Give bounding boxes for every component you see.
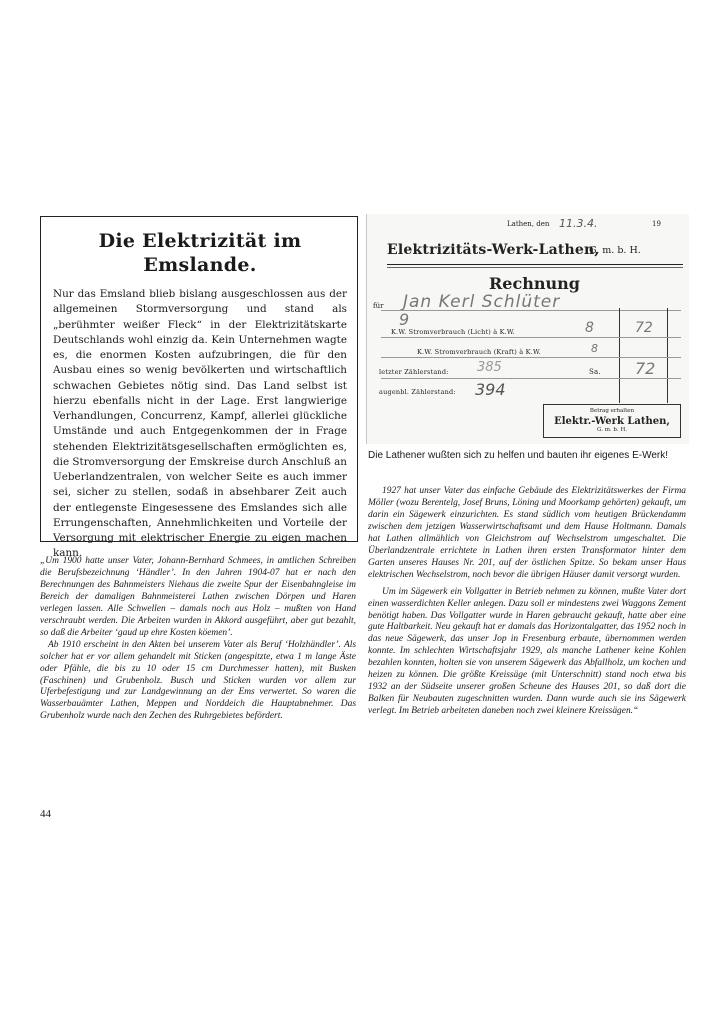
invoice-row3-total: 72	[635, 359, 656, 378]
invoice-column-rule	[667, 308, 668, 403]
invoice-row2-rate: 8	[591, 342, 598, 355]
invoice-row3-value: 385	[477, 360, 502, 375]
stamp-paid-label: Betrag erhalten	[589, 408, 635, 414]
invoice-row2-label: K.W. Stromverbrauch (Kraft) à K.W.	[417, 348, 541, 356]
invoice-company-suffix: G. m. b. H.	[589, 245, 641, 256]
right-column	[368, 486, 686, 718]
paragraph: Um im Sägewerk ein Vollgatter in Betrieb nehmen zu können, mußte Vater dort einen wasserdichten Keller anlegen. Dazu soll er mindestens zwei Waggons Zement benötigt haben. Das Vollgatter wurde in Haren gebraucht gekauft, hatte aber eine gute Haltbarkeit. Neu gekauft hat er damals das Horizontalgatter, das 1952 noch in das neue Sägewerk, das unser Jop in Fresenburg erbaute, übernommen werden konnte. Im schlechten Wirtschaftsjahr 1929, als manche Lathener keine Kohlen bezahlen konnten, holten sie von unserem Sägewerk das Abfallholz, um kochen und heizen zu können. Die größte Kreissäge (mit Unterschnitt) stand noch etwa bis 1932 an der Südseite unserer großen Scheune des Hauses 201, so daß dort die Balken für Neubauten zugeschnitten wurden. Dann wurde auch sie ins Sägewerk verlegt. Im Betrieb arbeiteten daneben noch zwei kleinere Kreissägen.“	[368, 586, 686, 717]
invoice-scan	[366, 214, 689, 444]
invoice-handwritten-nine: 9	[399, 310, 410, 329]
stamp-company: Elektr.-Werk Lathen,	[554, 416, 670, 427]
clipping-body: Nur das Emsland blieb bislang ausgeschlossen aus der allgemeinen Stormversorgung und stand als „berühmter weißer Fleck“ in der Elektrizitätskarte Deutschlands wohl einzig da. Kein Unternehmen wagte es, die enormen Kosten aufzubringen, die für den Ausbau eines so wenig bevölkerten und wirtschaftlich schwachen Gebietes nötig sind. Das Land selbst ist hierzu ebenfalls nicht in der Lage. Erst langwierige Verhandlungen, Concurrenz, Kampf, allerlei glückliche Umstände und auch Entgegenkommen der in Frage stehenden Elektrizitätsgesellschaften ermöglichten es, die Stromversorgung der Emskreise durch Anschluß an Ueberlandzentralen, von welcher Seite es auch immer sei, sicher zu stellen, sodaß in absehbarer Zeit auch der entlegenste Eingesessene des Emslandes sich alle Errungenschaften, Annehmlichkeiten und Vorteile der Versorgung mit elektrischer Energie zu eigen machen kann.	[53, 288, 347, 560]
invoice-row1-amount: 72	[635, 320, 653, 336]
clipping-title: Die Elektrizität im Emslande.	[98, 230, 302, 276]
left-column	[40, 556, 356, 723]
invoice-column-rule	[619, 308, 620, 403]
invoice-line	[381, 357, 681, 358]
invoice-line	[381, 310, 681, 311]
invoice-row3-sa: Sa.	[589, 368, 601, 376]
page-number: 44	[40, 808, 51, 820]
paragraph: 1927 hat unser Vater das einfache Gebäude des Elektrizitätswerkes der Firma Möller (wozu Berentelg, Josef Bruns, Löning und Moorkamp gehörten) gekauft, um darin ein Sägewerk einzurichten. Es stand südlich vom heutigen Brückendamm zwischen dem jetzigen Wasserwirtschaftsamt und dem Hause Holtmann. Damals hat Lathen allmählich von Gleichstrom auf Wechselstrom umgeschaltet. Die Überlandzentrale errichtete in Lathen ihren ersten Transformator hinter dem Garten unseres Hauses Nr. 201, auf der östlichen Spitze. So bekam unser Haus elektrischen Wechselstrom, noch bevor die übrigen Häuser damit versorgt wurden.	[368, 486, 686, 580]
invoice-year-prefix: 19	[652, 220, 661, 228]
invoice-row1-label: K.W. Stromverbrauch (Licht) à K.W.	[391, 328, 515, 336]
invoice-for-label: für	[373, 302, 384, 310]
newspaper-clipping	[40, 216, 358, 560]
paragraph: „Um 1900 hatte unser Vater, Johann-Bernhard Schmees, in amtlichen Schreiben die Berufsbezeichnung ‘Händler’. In den Jahren 1904-07 hat er nach den Berechnungen des Bahnmeisters Niehaus die zweite Spur der Eisenbahngleise im Bereich der damaligen Bahnmeisterei Lathen zwischen Dörpen und Haren verlegen lassen. Alle Schwellen – damals noch aus Holz – mußten von Hand verschraubt werden. Die Arbeiten wurden in Akkord ausgeführt, aber gut bezahlt, so daß die Arbeiter ‘gaud up ehre Kosten köemen’.	[40, 556, 356, 638]
invoice-date-handwritten: 11.3.4.	[559, 217, 598, 230]
invoice-date-prefix: Lathen, den	[507, 220, 550, 228]
invoice-row1-rate: 8	[585, 320, 594, 336]
invoice-row3-label: letzter Zählerstand:	[379, 368, 449, 376]
invoice-stamp	[543, 404, 681, 438]
invoice-line	[381, 378, 681, 379]
invoice-title: Rechnung	[489, 274, 580, 293]
invoice-line	[381, 337, 681, 338]
stamp-company-suffix: G. m. b. H.	[597, 427, 627, 433]
invoice-customer-handwritten: Jan Kerl Schlüter	[403, 292, 561, 312]
invoice-caption: Die Lathener wußten sich zu helfen und bauten ihr eigenes E-Werk!	[368, 450, 668, 461]
paragraph: Ab 1910 erscheint in den Akten bei unserem Vater als Beruf ‘Holzhändler’. Als solcher hat er vor allem gehandelt mit Sticken (angespitzte, etwa 1 m lange Äste oder Pfähle, die bis zu 10 oder 15 cm Durchmesser hatten), mit Busken (Faschinen) und Grubenholz. Busch und Sticken wurden vor allem zur Uferbefestigung und zur Landgewinnung an der Ems verwertet. So waren die Wasserbauämter Lathen, Meppen und Norddeich die Hauptabnehmer. Das Grubenholz wurde nach den Zechen des Ruhrgebietes befördert.	[40, 639, 356, 722]
invoice-row4-label: augenbl. Zählerstand:	[379, 388, 456, 396]
invoice-row4-value: 394	[475, 380, 506, 399]
invoice-rule	[387, 267, 683, 268]
invoice-company: Elektrizitäts-Werk-Lathen,	[387, 242, 600, 258]
invoice-rule	[387, 264, 683, 265]
